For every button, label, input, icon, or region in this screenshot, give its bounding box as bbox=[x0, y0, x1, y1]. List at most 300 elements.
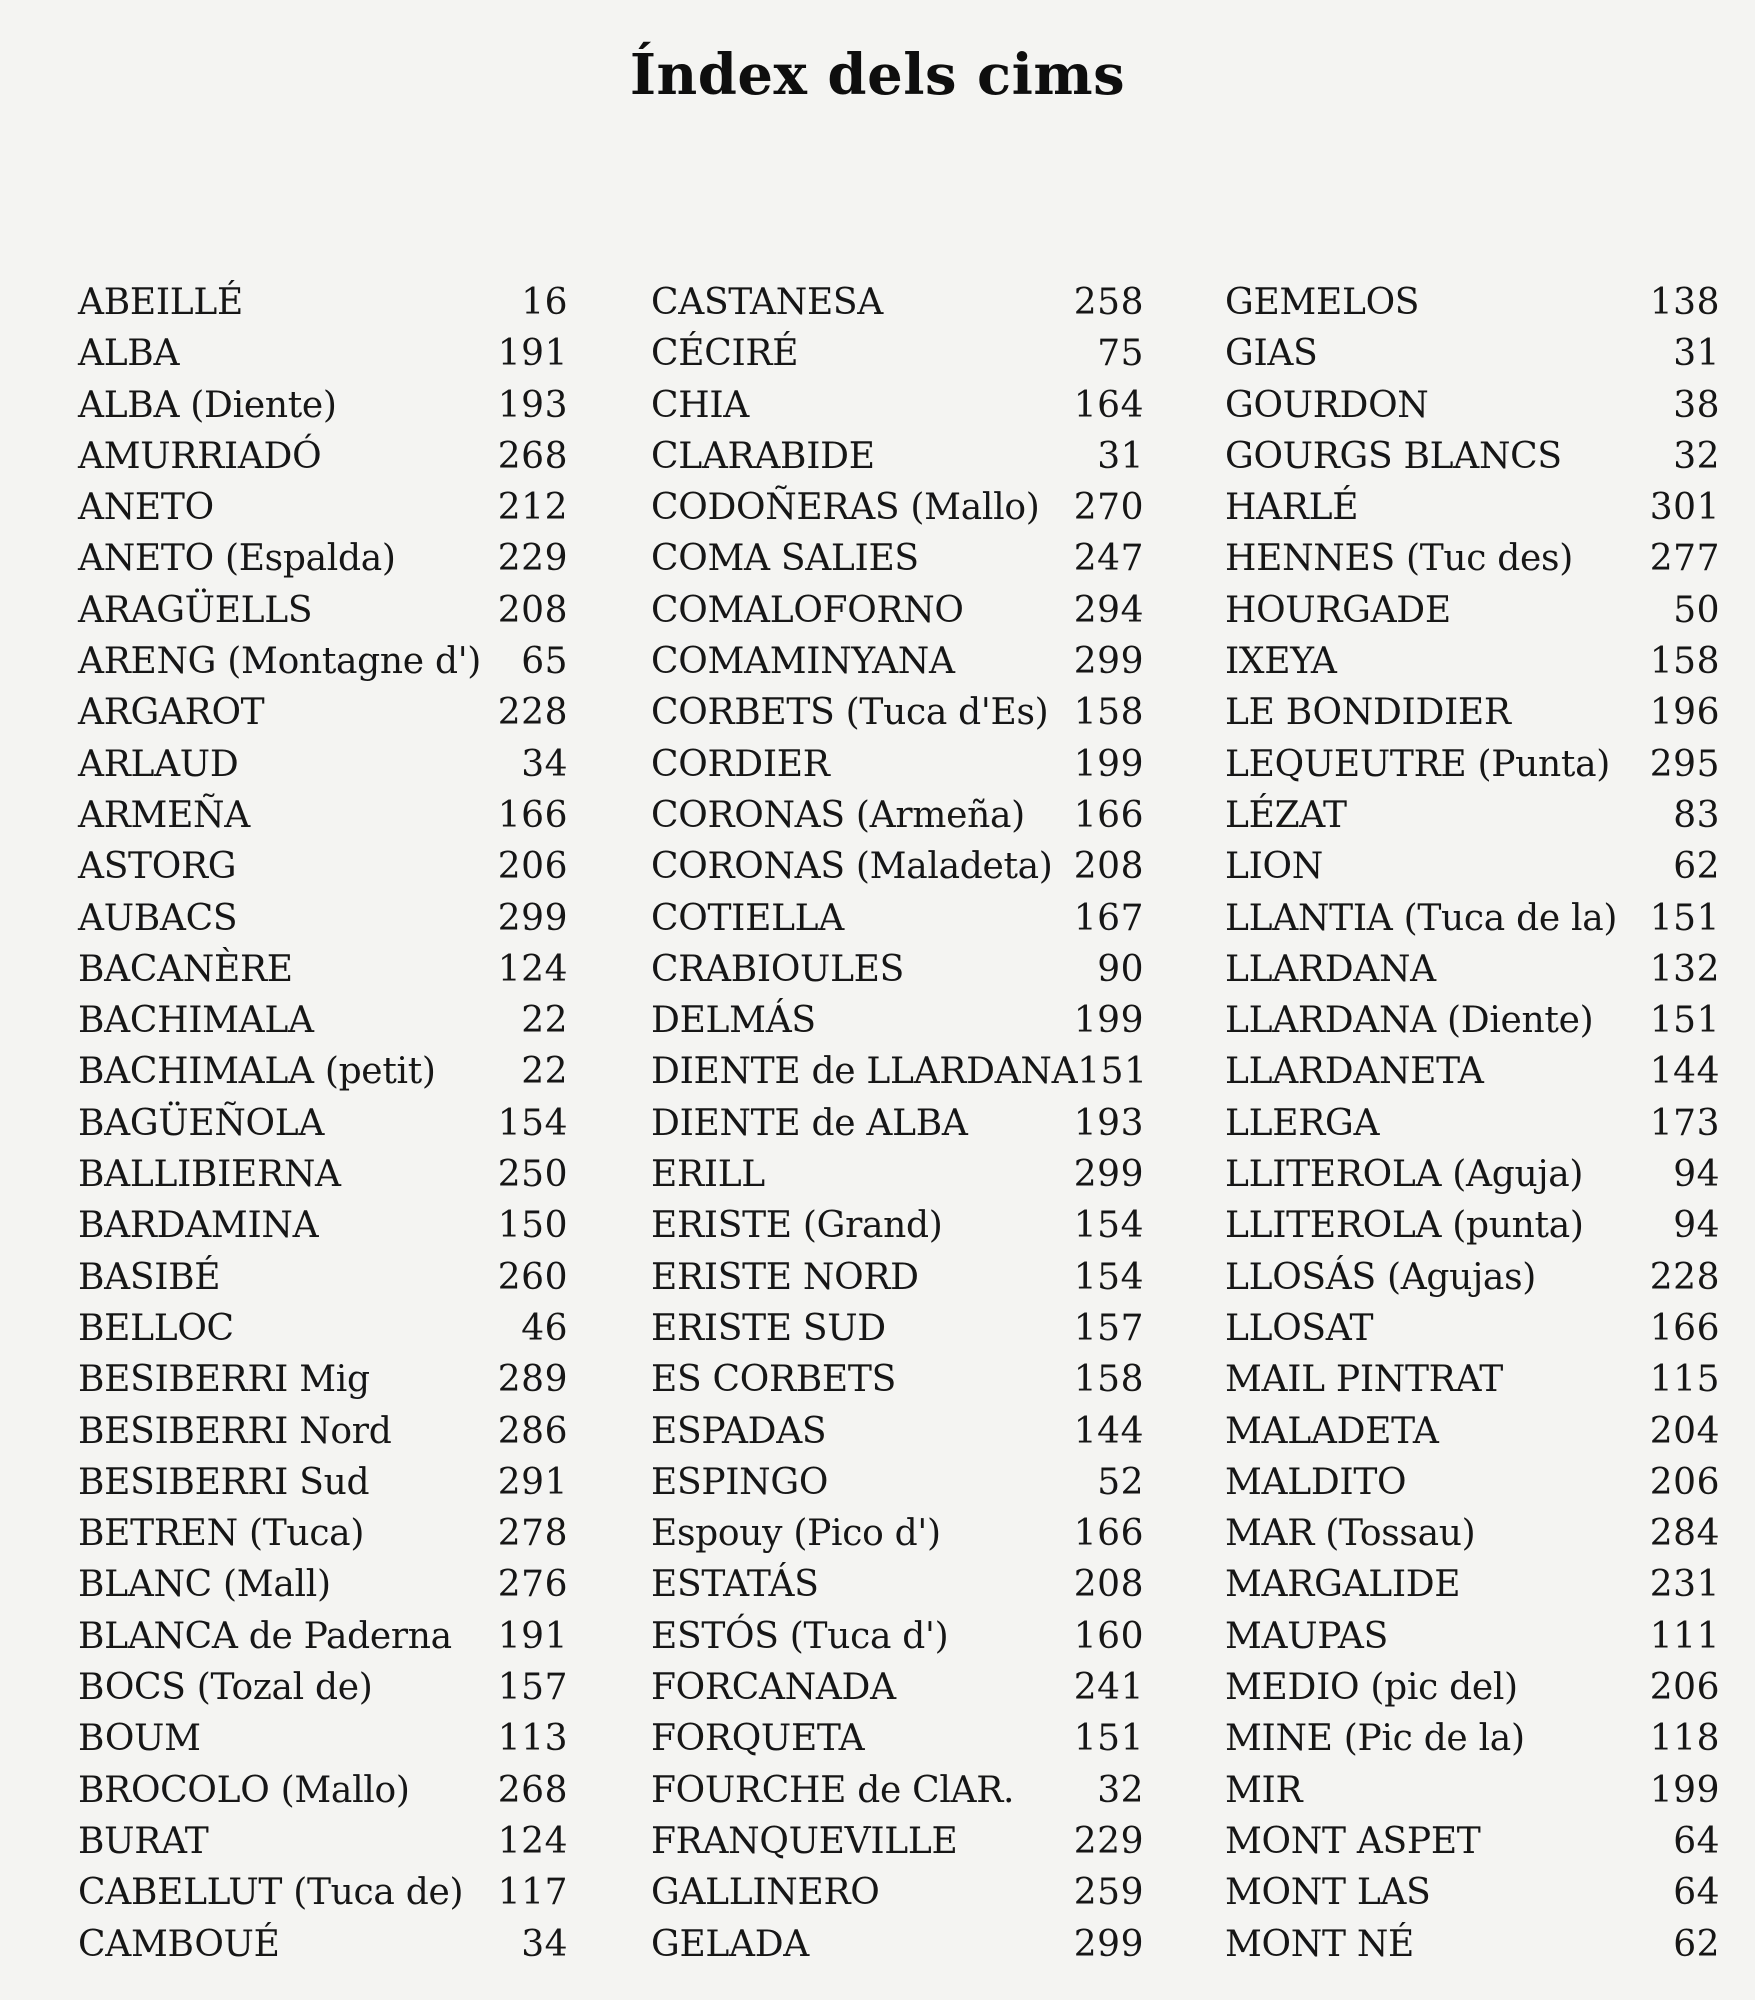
page-number: 199 bbox=[1073, 743, 1144, 785]
peak-name: FORCANADA bbox=[651, 1667, 896, 1709]
index-entry bbox=[1225, 1252, 1720, 1303]
page-number: 206 bbox=[1649, 1461, 1720, 1503]
index-column-2 bbox=[651, 277, 1148, 1970]
peak-name: COTIELLA bbox=[651, 897, 844, 939]
page-number: 31 bbox=[1673, 333, 1720, 375]
page-number: 250 bbox=[497, 1154, 568, 1196]
page-number: 83 bbox=[1673, 794, 1720, 836]
index-entry bbox=[78, 1252, 568, 1303]
page-number: 208 bbox=[1073, 846, 1144, 888]
peak-name: MAIL PINTRAT bbox=[1225, 1359, 1503, 1401]
page-number: 228 bbox=[497, 692, 568, 734]
index-entry bbox=[651, 380, 1144, 431]
peak-name: CORDIER bbox=[651, 743, 830, 785]
page-number: 144 bbox=[1073, 1410, 1144, 1452]
peak-name: BURAT bbox=[78, 1820, 209, 1862]
page-number: 276 bbox=[497, 1564, 568, 1606]
index-entry bbox=[1225, 995, 1720, 1046]
index-entry bbox=[651, 1200, 1144, 1251]
peak-name: BLANCA de Paderna bbox=[78, 1615, 452, 1657]
index-entry bbox=[651, 1713, 1144, 1764]
index-entry bbox=[651, 533, 1144, 584]
page-number: 115 bbox=[1649, 1359, 1720, 1401]
peak-name: MAR (Tossau) bbox=[1225, 1513, 1476, 1555]
peak-name: COMAMINYANA bbox=[651, 641, 955, 683]
page-number: 22 bbox=[521, 1051, 568, 1093]
page-number: 32 bbox=[1097, 1769, 1144, 1811]
peak-name: BASIBÉ bbox=[78, 1256, 221, 1298]
page-number: 268 bbox=[497, 1769, 568, 1811]
peak-name: IXEYA bbox=[1225, 641, 1337, 683]
page-number: 94 bbox=[1673, 1154, 1720, 1196]
index-entry bbox=[1225, 944, 1720, 995]
peak-name: GALLINERO bbox=[651, 1872, 880, 1914]
peak-name: ASTORG bbox=[78, 846, 237, 888]
peak-name: FRANQUEVILLE bbox=[651, 1820, 958, 1862]
peak-name: BAGÜEÑOLA bbox=[78, 1102, 325, 1144]
index-entry bbox=[1225, 328, 1720, 379]
page-number: 299 bbox=[1073, 1154, 1144, 1196]
page-number: 46 bbox=[521, 1307, 568, 1349]
page-number: 284 bbox=[1649, 1513, 1720, 1555]
index-entry bbox=[651, 328, 1144, 379]
peak-name: ESTATÁS bbox=[651, 1564, 819, 1606]
peak-name: MONT LAS bbox=[1225, 1872, 1431, 1914]
index-entry bbox=[1225, 1816, 1720, 1867]
peak-name: BARDAMINA bbox=[78, 1205, 319, 1247]
peak-name: BESIBERRI Nord bbox=[78, 1410, 392, 1452]
peak-name: LLARDANETA bbox=[1225, 1051, 1484, 1093]
peak-name: ARMEÑA bbox=[78, 794, 250, 836]
index-entry bbox=[78, 1765, 568, 1816]
peak-name: HOURGADE bbox=[1225, 589, 1451, 631]
index-entry bbox=[1225, 1098, 1720, 1149]
index-entry bbox=[78, 1046, 568, 1097]
page-number: 151 bbox=[1649, 1000, 1720, 1042]
peak-name: ABEILLÉ bbox=[78, 282, 243, 323]
index-entry bbox=[78, 1098, 568, 1149]
peak-name: LLARDANA (Diente) bbox=[1225, 1000, 1594, 1042]
peak-name: BETREN (Tuca) bbox=[78, 1513, 365, 1555]
index-column-1 bbox=[78, 277, 568, 1970]
peak-name: ERISTE (Grand) bbox=[651, 1205, 943, 1247]
index-entry bbox=[1225, 1354, 1720, 1405]
page-number: 111 bbox=[1649, 1615, 1720, 1657]
index-entry bbox=[651, 1149, 1144, 1200]
page-number: 164 bbox=[1073, 384, 1144, 426]
index-entry bbox=[651, 1559, 1144, 1610]
index-entry bbox=[1225, 277, 1720, 328]
page-number: 158 bbox=[1649, 641, 1720, 683]
peak-name: CORONAS (Armeña) bbox=[651, 794, 1025, 836]
peak-name: MARGALIDE bbox=[1225, 1564, 1461, 1606]
index-entry bbox=[1225, 841, 1720, 892]
peak-name: BESIBERRI Sud bbox=[78, 1461, 370, 1503]
page-number: 278 bbox=[497, 1513, 568, 1555]
index-entry bbox=[651, 1303, 1144, 1354]
page-number: 138 bbox=[1649, 282, 1720, 323]
index-entry bbox=[1225, 482, 1720, 533]
page-number: 65 bbox=[521, 641, 568, 683]
peak-name: AUBACS bbox=[78, 897, 238, 939]
page-number: 199 bbox=[1073, 1000, 1144, 1042]
peak-name: DIENTE de ALBA bbox=[651, 1102, 968, 1144]
index-entry bbox=[1225, 790, 1720, 841]
page-number: 154 bbox=[1073, 1256, 1144, 1298]
peak-name: ALBA bbox=[78, 333, 180, 375]
index-entry bbox=[78, 893, 568, 944]
page-number: 206 bbox=[1649, 1667, 1720, 1709]
index-entry bbox=[1225, 431, 1720, 482]
peak-name: FOURCHE de ClAR. bbox=[651, 1769, 1015, 1811]
index-entry bbox=[1225, 380, 1720, 431]
page-number: 167 bbox=[1073, 897, 1144, 939]
index-entry bbox=[78, 739, 568, 790]
peak-name: ERILL bbox=[651, 1154, 765, 1196]
page-number: 151 bbox=[1649, 897, 1720, 939]
peak-name: Espouy (Pico d') bbox=[651, 1513, 941, 1555]
peak-name: LÉZAT bbox=[1225, 794, 1347, 836]
peak-name: AMURRIADÓ bbox=[78, 435, 322, 477]
page-number: 62 bbox=[1673, 846, 1720, 888]
index-entry bbox=[1225, 1713, 1720, 1764]
page-number: 151 bbox=[1077, 1051, 1148, 1093]
page-number: 157 bbox=[1073, 1307, 1144, 1349]
page-number: 94 bbox=[1673, 1205, 1720, 1247]
page-number: 132 bbox=[1649, 948, 1720, 990]
peak-name: COMA SALIES bbox=[651, 538, 919, 580]
page-number: 228 bbox=[1649, 1256, 1720, 1298]
peak-name: GOURDON bbox=[1225, 384, 1429, 426]
page-number: 124 bbox=[497, 948, 568, 990]
index-entry bbox=[1225, 1919, 1720, 1970]
peak-name: CORONAS (Maladeta) bbox=[651, 846, 1053, 888]
page-number: 166 bbox=[1073, 1513, 1144, 1555]
page-number: 191 bbox=[497, 333, 568, 375]
index-entry bbox=[651, 944, 1144, 995]
page-number: 199 bbox=[1649, 1769, 1720, 1811]
peak-name: ARGAROT bbox=[78, 692, 265, 734]
index-entry bbox=[78, 841, 568, 892]
peak-name: CHIA bbox=[651, 384, 749, 426]
peak-name: MALDITO bbox=[1225, 1461, 1407, 1503]
peak-name: ESPINGO bbox=[651, 1461, 829, 1503]
index-entry bbox=[78, 944, 568, 995]
index-entry bbox=[78, 1354, 568, 1405]
peak-name: ARLAUD bbox=[78, 743, 239, 785]
peak-name: DIENTE de LLARDANA bbox=[651, 1051, 1078, 1093]
peak-name: ARENG (Montagne d') bbox=[78, 641, 482, 683]
index-entry bbox=[651, 1919, 1144, 1970]
index-entry bbox=[651, 790, 1144, 841]
index-entry bbox=[1225, 1867, 1720, 1918]
page-number: 291 bbox=[497, 1461, 568, 1503]
index-entry bbox=[1225, 1046, 1720, 1097]
peak-name: ANETO bbox=[78, 487, 214, 529]
peak-name: CÉCIRÉ bbox=[651, 333, 799, 375]
peak-name: CRABIOULES bbox=[651, 948, 905, 990]
peak-name: ES CORBETS bbox=[651, 1359, 896, 1401]
page-number: 22 bbox=[521, 1000, 568, 1042]
index-entry bbox=[651, 893, 1144, 944]
peak-name: MIR bbox=[1225, 1769, 1303, 1811]
peak-name: FORQUETA bbox=[651, 1718, 865, 1760]
index-entry bbox=[78, 1303, 568, 1354]
peak-name: COMALOFORNO bbox=[651, 589, 964, 631]
index-entry bbox=[1225, 1457, 1720, 1508]
peak-name: CASTANESA bbox=[651, 282, 883, 323]
page-number: 206 bbox=[497, 846, 568, 888]
index-entry bbox=[78, 1149, 568, 1200]
page-number: 241 bbox=[1073, 1667, 1144, 1709]
index-entry bbox=[78, 1867, 568, 1918]
peak-name: ALBA (Diente) bbox=[78, 384, 337, 426]
index-entry bbox=[78, 1508, 568, 1559]
index-entry bbox=[651, 1867, 1144, 1918]
peak-name: HENNES (Tuc des) bbox=[1225, 538, 1573, 580]
page-number: 286 bbox=[497, 1410, 568, 1452]
peak-name: BROCOLO (Mallo) bbox=[78, 1769, 410, 1811]
index-entry bbox=[651, 687, 1144, 738]
page-number: 31 bbox=[1097, 435, 1144, 477]
peak-name: GELADA bbox=[651, 1923, 810, 1965]
page-number: 157 bbox=[497, 1667, 568, 1709]
peak-name: LLARDANA bbox=[1225, 948, 1436, 990]
index-entry bbox=[78, 1611, 568, 1662]
page-number: 158 bbox=[1073, 1359, 1144, 1401]
page-number: 204 bbox=[1649, 1410, 1720, 1452]
index-entry bbox=[651, 482, 1144, 533]
index-entry bbox=[651, 1508, 1144, 1559]
page-number: 289 bbox=[497, 1359, 568, 1401]
index-entry bbox=[1225, 1508, 1720, 1559]
page-number: 158 bbox=[1073, 692, 1144, 734]
peak-name: LION bbox=[1225, 846, 1323, 888]
peak-name: BACANÈRE bbox=[78, 948, 293, 990]
page-number: 64 bbox=[1673, 1872, 1720, 1914]
index-entry bbox=[651, 995, 1144, 1046]
index-entry bbox=[651, 1765, 1144, 1816]
page-number: 90 bbox=[1097, 948, 1144, 990]
index-entry bbox=[1225, 1662, 1720, 1713]
index-entry bbox=[78, 482, 568, 533]
index-entry bbox=[651, 431, 1144, 482]
index-entry bbox=[651, 585, 1144, 636]
page-number: 229 bbox=[1073, 1820, 1144, 1862]
peak-name: LE BONDIDIER bbox=[1225, 692, 1511, 734]
peak-name: BOCS (Tozal de) bbox=[78, 1667, 373, 1709]
peak-name: DELMÁS bbox=[651, 1000, 816, 1042]
page-number: 124 bbox=[497, 1820, 568, 1862]
index-entry bbox=[651, 636, 1144, 687]
index-entry bbox=[1225, 636, 1720, 687]
page-number: 62 bbox=[1673, 1923, 1720, 1965]
page-number: 150 bbox=[497, 1205, 568, 1247]
page-number: 32 bbox=[1673, 435, 1720, 477]
peak-name: MONT NÉ bbox=[1225, 1923, 1415, 1965]
peak-name: GEMELOS bbox=[1225, 282, 1420, 323]
peak-name: ESTÓS (Tuca d') bbox=[651, 1615, 949, 1657]
index-entry bbox=[651, 1611, 1144, 1662]
index-entry bbox=[78, 1662, 568, 1713]
index-entry bbox=[78, 1919, 568, 1970]
page-number: 268 bbox=[497, 435, 568, 477]
index-entry bbox=[78, 687, 568, 738]
page-number: 259 bbox=[1073, 1872, 1144, 1914]
page-number: 212 bbox=[497, 487, 568, 529]
page-number: 154 bbox=[1073, 1205, 1144, 1247]
index-entry bbox=[1225, 533, 1720, 584]
page-number: 154 bbox=[497, 1102, 568, 1144]
index-entry bbox=[78, 328, 568, 379]
page-number: 277 bbox=[1649, 538, 1720, 580]
peak-name: GOURGS BLANCS bbox=[1225, 435, 1562, 477]
index-entry bbox=[651, 1457, 1144, 1508]
page-number: 118 bbox=[1649, 1718, 1720, 1760]
peak-name: BACHIMALA (petit) bbox=[78, 1051, 436, 1093]
page-number: 231 bbox=[1649, 1564, 1720, 1606]
peak-name: MAUPAS bbox=[1225, 1615, 1388, 1657]
page-number: 38 bbox=[1673, 384, 1720, 426]
index-entry bbox=[651, 1046, 1148, 1097]
page-number: 16 bbox=[521, 282, 568, 323]
page-number: 151 bbox=[1073, 1718, 1144, 1760]
index-entry bbox=[78, 1713, 568, 1764]
index-entry bbox=[1225, 1559, 1720, 1610]
peak-name: CABELLUT (Tuca de) bbox=[78, 1872, 464, 1914]
index-entry bbox=[78, 995, 568, 1046]
index-entry bbox=[78, 533, 568, 584]
page-number: 229 bbox=[497, 538, 568, 580]
index-entry bbox=[651, 739, 1144, 790]
peak-name: CODOÑERAS (Mallo) bbox=[651, 487, 1040, 529]
peak-name: BOUM bbox=[78, 1718, 201, 1760]
index-entry bbox=[651, 1252, 1144, 1303]
peak-name: MEDIO (pic del) bbox=[1225, 1667, 1518, 1709]
page-title: Índex dels cims bbox=[629, 42, 1126, 108]
index-entry bbox=[651, 1406, 1144, 1457]
peak-name: GIAS bbox=[1225, 333, 1318, 375]
index-entry bbox=[651, 1098, 1144, 1149]
peak-name: ESPADAS bbox=[651, 1410, 827, 1452]
peak-name: ERISTE SUD bbox=[651, 1307, 886, 1349]
peak-name: CLARABIDE bbox=[651, 435, 875, 477]
peak-name: ANETO (Espalda) bbox=[78, 538, 396, 580]
index-entry bbox=[651, 1816, 1144, 1867]
index-entry bbox=[1225, 1303, 1720, 1354]
peak-name: BELLOC bbox=[78, 1307, 234, 1349]
index-column-3 bbox=[1225, 277, 1720, 1970]
page-number: 166 bbox=[497, 794, 568, 836]
index-entry bbox=[78, 790, 568, 841]
index-entry bbox=[1225, 1611, 1720, 1662]
page-number: 258 bbox=[1073, 282, 1144, 323]
peak-name: BESIBERRI Mig bbox=[78, 1359, 370, 1401]
page-number: 299 bbox=[497, 897, 568, 939]
peak-name: LLITEROLA (Aguja) bbox=[1225, 1154, 1584, 1196]
page-number: 193 bbox=[497, 384, 568, 426]
page-number: 173 bbox=[1649, 1102, 1720, 1144]
page-number: 75 bbox=[1097, 333, 1144, 375]
peak-name: MINE (Pic de la) bbox=[1225, 1718, 1525, 1760]
peak-name: BACHIMALA bbox=[78, 1000, 314, 1042]
page-number: 166 bbox=[1073, 794, 1144, 836]
page-number: 34 bbox=[521, 1923, 568, 1965]
page-number: 160 bbox=[1073, 1615, 1144, 1657]
index-entry bbox=[78, 585, 568, 636]
peak-name: HARLÉ bbox=[1225, 487, 1359, 529]
peak-name: BALLIBIERNA bbox=[78, 1154, 341, 1196]
index-entry bbox=[1225, 687, 1720, 738]
page-number: 34 bbox=[521, 743, 568, 785]
index-entry bbox=[78, 1406, 568, 1457]
index-entry bbox=[78, 1457, 568, 1508]
page-number: 113 bbox=[497, 1718, 568, 1760]
page-number: 208 bbox=[1073, 1564, 1144, 1606]
page-number: 50 bbox=[1673, 589, 1720, 631]
page-number: 299 bbox=[1073, 641, 1144, 683]
peak-name: CORBETS (Tuca d'Es) bbox=[651, 692, 1049, 734]
page-number: 64 bbox=[1673, 1820, 1720, 1862]
page-number: 260 bbox=[497, 1256, 568, 1298]
peak-name: LLITEROLA (punta) bbox=[1225, 1205, 1584, 1247]
page-number: 196 bbox=[1649, 692, 1720, 734]
index-entry bbox=[651, 1354, 1144, 1405]
index-entry bbox=[1225, 1149, 1720, 1200]
index-entry bbox=[1225, 893, 1720, 944]
page-number: 208 bbox=[497, 589, 568, 631]
index-entry bbox=[78, 1200, 568, 1251]
index-entry bbox=[651, 277, 1144, 328]
index-entry bbox=[78, 636, 568, 687]
page-number: 270 bbox=[1073, 487, 1144, 529]
page-number: 299 bbox=[1073, 1923, 1144, 1965]
index-entry bbox=[1225, 585, 1720, 636]
page-number: 144 bbox=[1649, 1051, 1720, 1093]
index-entry bbox=[1225, 739, 1720, 790]
peak-name: MALADETA bbox=[1225, 1410, 1439, 1452]
index-entry bbox=[78, 380, 568, 431]
page-number: 301 bbox=[1649, 487, 1720, 529]
index-entry bbox=[78, 1816, 568, 1867]
page-number: 193 bbox=[1073, 1102, 1144, 1144]
index-entry bbox=[78, 277, 568, 328]
page-number: 117 bbox=[497, 1872, 568, 1914]
index-entry bbox=[651, 1662, 1144, 1713]
index-entry bbox=[78, 431, 568, 482]
peak-name: MONT ASPET bbox=[1225, 1820, 1481, 1862]
peak-name: LLOSÁS (Agujas) bbox=[1225, 1256, 1537, 1298]
peak-name: LLERGA bbox=[1225, 1102, 1380, 1144]
index-entry bbox=[1225, 1200, 1720, 1251]
peak-name: ERISTE NORD bbox=[651, 1256, 919, 1298]
peak-name: LEQUEUTRE (Punta) bbox=[1225, 743, 1611, 785]
peak-name: CAMBOUÉ bbox=[78, 1923, 280, 1965]
index-entry bbox=[1225, 1406, 1720, 1457]
peak-name: LLOSAT bbox=[1225, 1307, 1374, 1349]
peak-name: BLANC (Mall) bbox=[78, 1564, 331, 1606]
peak-name: LLANTIA (Tuca de la) bbox=[1225, 897, 1618, 939]
page-number: 191 bbox=[497, 1615, 568, 1657]
index-entry bbox=[78, 1559, 568, 1610]
page-number: 166 bbox=[1649, 1307, 1720, 1349]
index-entry bbox=[1225, 1765, 1720, 1816]
index-entry bbox=[651, 841, 1144, 892]
page-number: 295 bbox=[1649, 743, 1720, 785]
peak-name: ARAGÜELLS bbox=[78, 589, 313, 631]
page-number: 52 bbox=[1097, 1461, 1144, 1503]
page-number: 294 bbox=[1073, 589, 1144, 631]
